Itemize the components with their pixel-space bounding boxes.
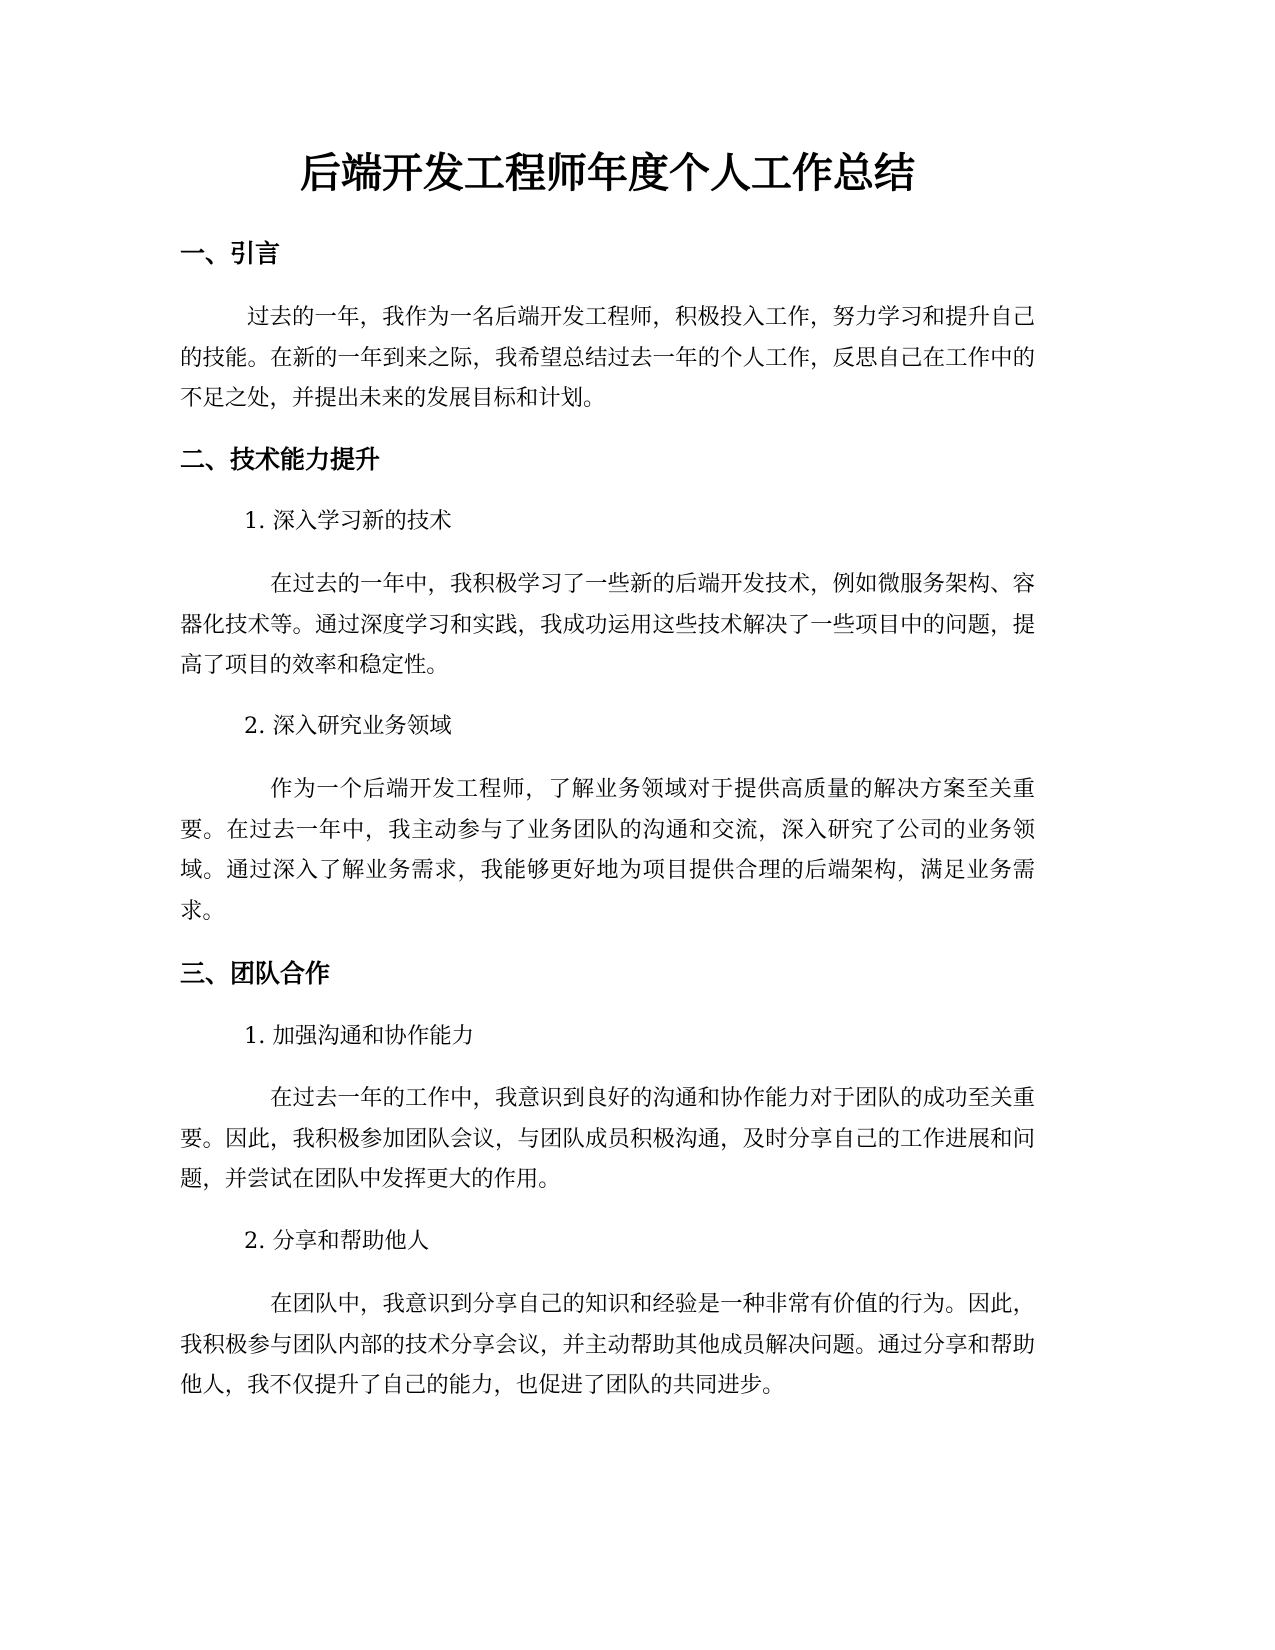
list-item-paragraph: 作为一个后端开发工程师，了解业务领域对于提供高质量的解决方案至关重要。在过去一年中，我主动参与了业务团队的沟通和交流，深入研究了公司的业务领域。通过深入了解业务需求，我能够更好地为项目提供合理的后端架构，满足业务需求。 xyxy=(180,776,1035,924)
list-item-paragraph: 在团队中，我意识到分享自己的知识和经验是一种非常有价值的行为。因此，我积极参与团队内部的技术分享会议，并主动帮助其他成员解决问题。通过分享和帮助他人，我不仅提升了自己的能力，也促进了团队的共同进步。 xyxy=(180,1291,1035,1398)
section-heading-tech-skills: 二、技术能力提升 xyxy=(180,445,381,474)
list-item-paragraph: 在过去一年的工作中，我意识到良好的沟通和协作能力对于团队的成功至关重要。因此，我积极参加团队会议，与团队成员积极沟通，及时分享自己的工作进展和问题，并尝试在团队中发挥更大的作用。 xyxy=(180,1085,1035,1192)
section-heading-teamwork: 三、团队合作 xyxy=(180,959,331,988)
list-item-label: 2. 深入研究业务领域 xyxy=(244,713,452,739)
section-heading-introduction: 一、引言 xyxy=(180,239,281,268)
list-item-label: 2. 分享和帮助他人 xyxy=(244,1228,430,1254)
list-item-label: 1. 深入学习新的技术 xyxy=(244,508,452,534)
document-title: 后端开发工程师年度个人工作总结 xyxy=(300,149,915,197)
list-item-label: 1. 加强沟通和协作能力 xyxy=(244,1023,474,1049)
list-item-paragraph: 在过去的一年中，我积极学习了一些新的后端开发技术，例如微服务架构、容器化技术等。通过深度学习和实践，我成功运用这些技术解决了一些项目中的问题，提高了项目的效率和稳定性。 xyxy=(180,571,1035,678)
section-paragraph-introduction: 过去的一年，我作为一名后端开发工程师，积极投入工作，努力学习和提升自己的技能。在新的一年到来之际，我希望总结过去一年的个人工作，反思自己在工作中的不足之处，并提出未来的发展目标和计划。 xyxy=(180,304,1035,411)
